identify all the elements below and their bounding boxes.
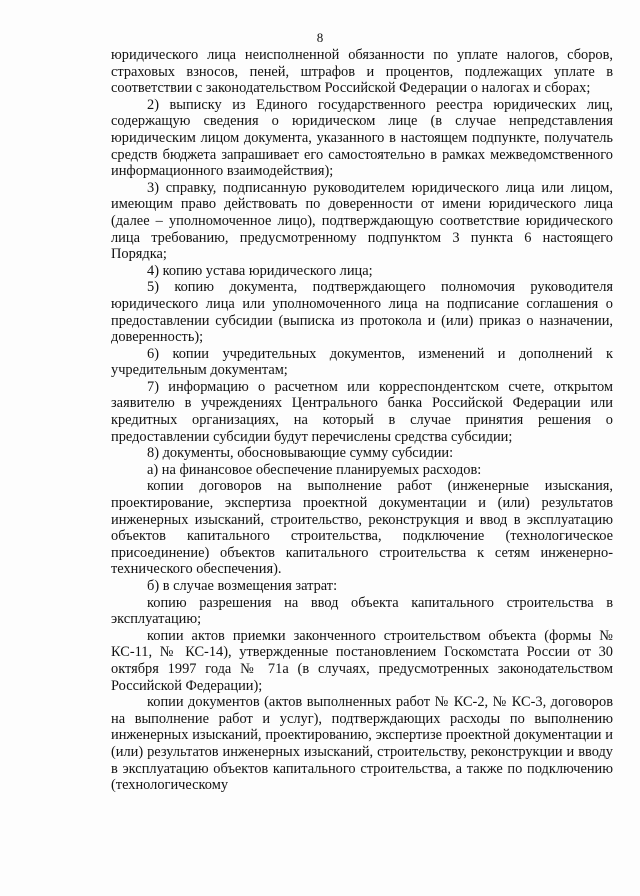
- paragraph-item-4: 4) копию устава юридического лица;: [147, 262, 373, 279]
- paragraph-item-5: 5) копию документа, подтверждающего полномочия руководителя юридического лица или уполномоченного лица на подписание соглашения о предоставлении субсидии (выписка из протокола и (или) приказ о назначении, доверенность);: [111, 279, 613, 346]
- paragraph-item-7: 7) информацию о расчетном или корреспондентском счете, открытом заявителю в учреждениях Центрального банка Российской Федерации или кредитных организациях, на который в случае принятия решения о предоставлении субсидии будут перечислены средства субсидии;: [111, 378, 613, 445]
- document-body: [111, 47, 613, 794]
- page-number: 8: [316, 30, 324, 45]
- paragraph-documents-copies: копии документов (актов выполненных работ № КС-2, № КС-3, договоров на выполнение работ и услуг), подтверждающих расходы по выполнению инженерных изысканий, проектированию, экспертизе проектной документации и (или) результатов инженерных изысканий, строительству, реконструкции и вводу в эксплуатацию объектов капитального строительства, а также по подключению (технологическому: [111, 694, 613, 794]
- paragraph-subitem-a: а) на финансовое обеспечение планируемых расходов:: [147, 461, 482, 478]
- paragraph-item-3: 3) справку, подписанную руководителем юридического лица или лицом, имеющим право действовать по доверенности от имени юридического лица (далее – уполномоченное лицо), подтверждающую соответствие юридического лица требованию, предусмотренному подпунктом 3 пункта 6 настоящего Порядка;: [111, 179, 613, 263]
- paragraph-permit: копию разрешения на ввод объекта капитального строительства в эксплуатацию;: [111, 594, 613, 628]
- paragraph-item-6: 6) копии учредительных документов, изменений и дополнений к учредительным документам;: [111, 345, 613, 379]
- paragraph-acceptance-acts: копии актов приемки законченного строительством объекта (формы № КС-11, № КС-14), утвержденные постановлением Госкомстата России от 30 октября 1997 года № 71а (в случаях, предусмотренных законодательством Российской Федерации);: [111, 627, 613, 694]
- paragraph-item-2: 2) выписку из Единого государственного реестра юридических лиц, содержащую сведения о юридическом лице (в случае непредставления юридическим лицом документа, указанного в настоящем подпункте, получатель средств бюджета запрашивает его самостоятельно в рамках межведомственного информационного взаимодействия);: [111, 96, 613, 180]
- paragraph-contracts: копии договоров на выполнение работ (инженерные изыскания, проектирование, экспертиза проектной документации и (или) результатов инженерных изысканий, строительство, реконструкция и ввод в эксплуатацию объектов капитального строительства, подключение (технологическое присоединение) объектов капитального строительства к сетям инженерно-технического обеспечения).: [111, 478, 613, 578]
- paragraph-item-8: 8) документы, обосновывающие сумму субсидии:: [147, 445, 454, 462]
- paragraph-subitem-b: б) в случае возмещения затрат:: [147, 578, 338, 594]
- paragraph-continuation: юридического лица неисполненной обязанности по уплате налогов, сборов, страховых взносов, пеней, штрафов и процентов, подлежащих уплате в соответствии с законодательством Российской Федерации о налогах и сборах;: [111, 47, 613, 97]
